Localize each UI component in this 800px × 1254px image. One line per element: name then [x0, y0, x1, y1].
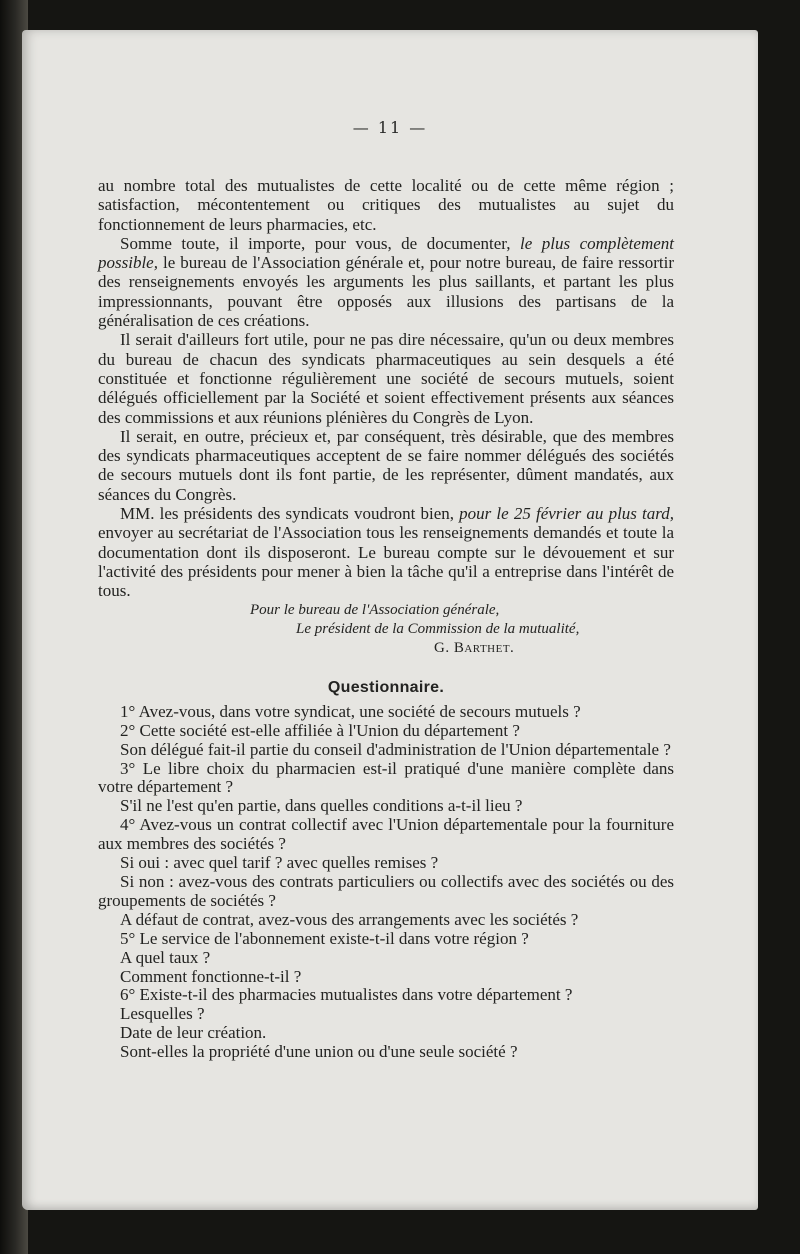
questionnaire-title: Questionnaire. — [327, 678, 445, 696]
paragraph-5 — [98, 504, 674, 600]
signature-line-2-text: Le président de la Commission de la mutualité, — [296, 620, 580, 637]
question-item: 3° Le libre choix du pharmacien est-il pratiqué d'une manière complète dans votre département ? — [98, 758, 674, 797]
paragraph-3: Il serait d'ailleurs fort utile, pour ne pas dire nécessaire, qu'un ou deux membres du bureau de chacun des syndicats pharmaceutiques au sein desquels a été constituée et fonctionne régulièrement une société de secours mutuels, soient délégués officiellement par la Société et soient effectivement présents aux séances des commissions et aux réunions plénières du Congrès de Lyon. — [98, 330, 674, 427]
question-item: 6° Existe-t-il des pharmacies mutualistes dans votre département ? — [120, 985, 573, 1005]
question-item: Si oui : avec quel tarif ? avec quelles remises ? — [120, 853, 439, 873]
paragraph-4: Il serait, en outre, précieux et, par conséquent, très désirable, que des membres des syndicats pharmaceutiques acceptent de se faire nommer délégués des sociétés de secours mutuels dont ils font partie, de les représenter, dûment mandatés, aux séances du Congrès. — [98, 426, 674, 504]
paragraph-5-emphasis: pour le 25 février au plus tard, — [459, 504, 675, 524]
question-item: 1° Avez-vous, dans votre syndicat, une société de secours mutuels ? — [120, 701, 581, 721]
paragraph-2 — [98, 234, 674, 330]
question-item: Si non : avez-vous des contrats particuliers ou collectifs avec des sociétés ou des groupements de sociétés ? — [98, 871, 674, 910]
question-item: Son délégué fait-il partie du conseil d'administration de l'Union départementale ? — [120, 739, 671, 759]
question-item: Lesquelles ? — [120, 1004, 205, 1024]
questionnaire-list — [98, 703, 674, 1062]
question-item: Comment fonctionne-t-il ? — [120, 966, 302, 986]
signature-line-1 — [98, 601, 674, 620]
page-number: — 11 — — [352, 118, 428, 137]
question-item: 4° Avez-vous un contrat collectif avec l'Union départementale pour la fourniture aux membres des sociétés ? — [98, 815, 674, 854]
question-item: 2° Cette société est-elle affiliée à l'Union du département ? — [120, 720, 520, 740]
question-item: A quel taux ? — [120, 947, 211, 967]
signature-line-2 — [98, 620, 674, 639]
signature-line-1-text: Pour le bureau de l'Association générale, — [250, 601, 500, 618]
paragraph-5-part-1: MM. les présidents des syndicats voudront bien, — [120, 504, 454, 524]
signature-name: G. Barthet. — [434, 639, 515, 656]
paragraph-2-part-1: Somme toute, il importe, pour vous, de documenter, — [120, 233, 511, 253]
question-item: Sont-elles la propriété d'une union ou d'une seule société ? — [120, 1042, 518, 1062]
question-item: Date de leur création. — [120, 1023, 267, 1043]
question-item: S'il ne l'est qu'en partie, dans quelles conditions a-t-il lieu ? — [120, 796, 523, 816]
question-item: 5° Le service de l'abonnement existe-t-il dans votre région ? — [120, 928, 529, 948]
document-page — [22, 30, 758, 1210]
paragraph-1: au nombre total des mutualistes de cette localité ou de cette même région ; satisfaction, mécontentement ou critiques des mutualistes au sujet du fonctionnement de leurs pharmacies, etc. — [98, 176, 674, 234]
page-body — [98, 176, 674, 1062]
question-item: A défaut de contrat, avez-vous des arrangements avec les sociétés ? — [120, 909, 579, 929]
paragraph-2-emphasis: le plus complètement possible, — [98, 233, 674, 273]
paragraph-2-part-2: le bureau de l'Association générale et, pour notre bureau, de faire ressortir des renseignements envoyés les arguments les plus saillants, et partant les plus impressionnants, pouvant être opposés aux illusions des partisans de la généralisation de ces créations. — [98, 253, 675, 331]
paragraph-5-part-2: envoyer au secrétariat de l'Association tous les renseignements demandés et toute la documentation dont ils disposeront. Le bureau compte sur le dévouement et sur l'activité des présidents pour mener à bien la tâche qu'il a entreprise dans l'intérêt de tous. — [98, 523, 674, 601]
